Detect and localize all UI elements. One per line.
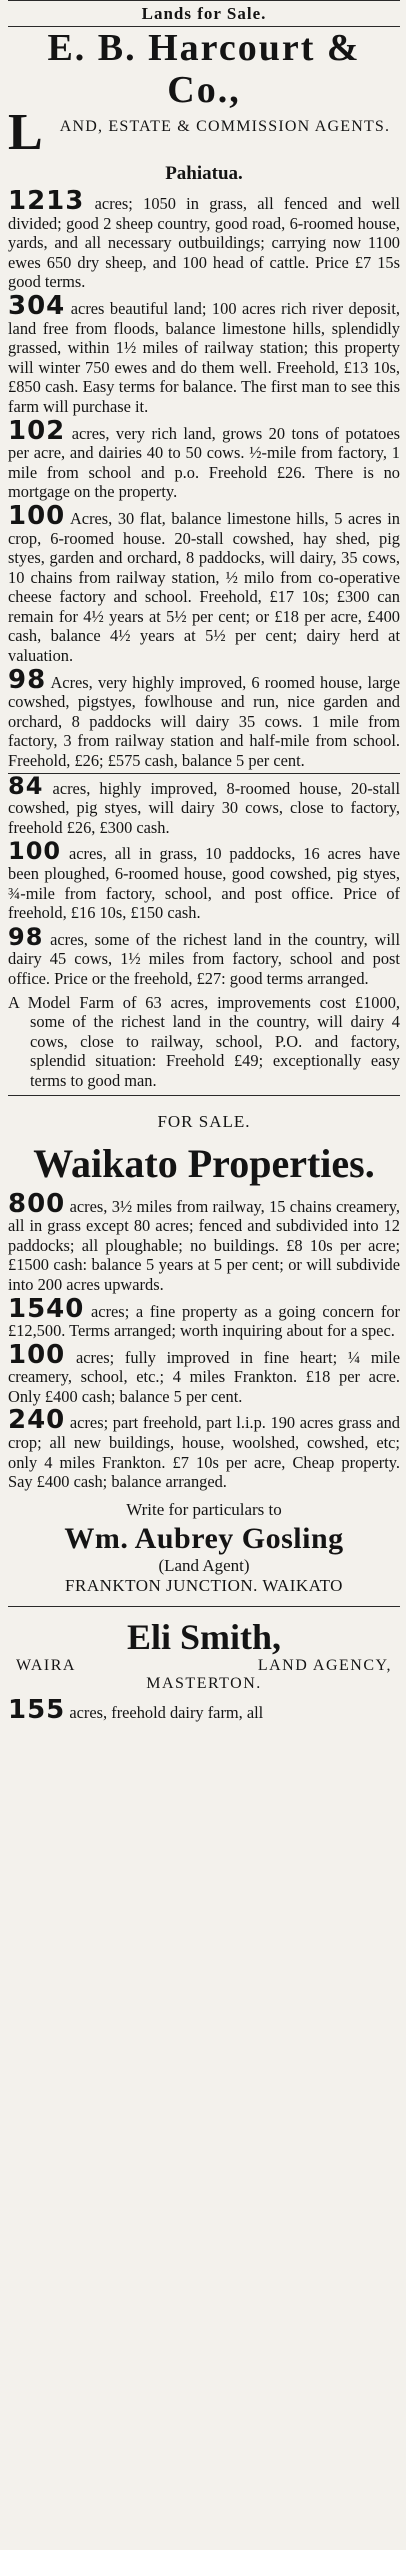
listing	[8, 664, 400, 773]
listing-text: acres, 3½ miles from railway, 15 chains creamery, all in grass except 80 acres; fenced and subdivided into 12 paddocks; all ploughable; no buildings. £8 10s per acre; £1500 cash: balance 5 years at 5 per cent; or will subdivide into 200 acres upwards.	[8, 1196, 400, 1294]
listing	[8, 922, 400, 991]
listing-text: acres, freehold dairy farm, all	[65, 1702, 264, 1722]
listing	[8, 415, 400, 504]
listing	[8, 771, 400, 840]
drop-cap: L	[8, 104, 43, 161]
listing	[8, 290, 400, 419]
for-sale-heading: FOR SALE.	[157, 1111, 251, 1131]
listing-text: acres; a fine property as a going concern for £12,500. Terms arranged; worth inquiring about for a spec.	[8, 1301, 400, 1341]
acreage: 102	[8, 415, 66, 446]
listing	[8, 1293, 400, 1343]
listing	[8, 1339, 400, 1409]
acreage: 304	[8, 290, 66, 321]
acreage: 1540	[8, 1293, 85, 1324]
listing-text: acres, very rich land, grows 20 tons of potatoes per acre, and dairies 40 to 50 cows. ½-mile from factory, 1 mile from school and p.o. Freehold £26. There is no mortgage on the property.	[8, 423, 400, 502]
agent-role: (Land Agent)	[158, 1555, 250, 1575]
agents-line: AND, ESTATE & COMMISSION AGENTS.	[59, 118, 391, 135]
listing-text: acres, some of the richest land in the country, will dairy 45 cows, 1½ miles from factory, school and post office. Price or the freehold, £27: good terms arranged.	[8, 929, 400, 988]
listing	[8, 500, 400, 668]
write-line: Write for particulars to	[126, 1499, 282, 1519]
eli-smith-heading: Eli Smith,	[126, 1616, 282, 1657]
listing	[8, 1697, 400, 1723]
listing-text: acres; part freehold, part l.i.p. 190 acres grass and crop; all new buildings, house, woolshed, cowshed, etc; only 4 miles Frankton. £7 10s per acre, Cheap property. Say £400 cash; balance arranged.	[8, 1413, 400, 1492]
firm-subtitle	[8, 104, 400, 161]
listing-text: Acres, very highly improved, 6 roomed house, large cowshed, pigstyes, fowlhouse and run, nice garden and orchard, 8 paddocks will dairy 35 cows. 1 mile from factory, 3 from railway station and half-mile from school. Freehold, £26; £575 cash, balance 5 per cent.	[8, 672, 400, 771]
acreage: 1213	[8, 186, 85, 216]
acreage: 98	[8, 664, 47, 695]
acreage: 84	[8, 771, 44, 800]
listing-text: acres beautiful land; 100 acres rich river deposit, land free from floods, balance limestone hills, splendidly grassed, within 1½ miles of railway station; this property will winter 750 ewes and do them well. Freehold, £13 10s, £850 cash. Easy terms for balance. The first man to see this farm will purchase it.	[8, 298, 400, 416]
acreage: 100	[8, 1339, 66, 1370]
acreage: 100	[8, 500, 66, 531]
agent-location: FRANKTON JUNCTION. WAIKATO	[65, 1575, 343, 1595]
acreage: 155	[8, 1696, 66, 1723]
acreage: 240	[8, 1405, 66, 1436]
listing	[8, 186, 400, 294]
acreage: 800	[8, 1188, 66, 1219]
agency-town: MASTERTON.	[146, 1674, 262, 1692]
listing	[8, 1405, 400, 1493]
acreage: 98	[8, 922, 44, 951]
firm-name: E. B. Harcourt & Co.,	[47, 27, 361, 111]
listing-text: acres, highly improved, 8-roomed house, 20-stall cowshed, pig styes, will dairy 30 cows, close to factory, freehold £26, £300 cash.	[8, 778, 400, 837]
model-farm-listing: A Model Farm of 63 acres, improvements cost £1000, some of the richest land in the country, will dairy 4 cows, close to railway, school, P.O. and factory, splendid situation: Freehold £49; exceptionally easy terms to good man.	[8, 992, 400, 1090]
place-heading: Pahiatua.	[165, 163, 243, 184]
waikato-title: Waikato Properties.	[33, 1140, 375, 1186]
listing-text: acres, all in grass, 10 paddocks, 16 acres have been ploughed, 6-roomed house, good cowshed, pig styes, ¾-mile from factory, school, and post office. Price of freehold, £16 10s, £150 cash.	[8, 844, 400, 923]
listing	[8, 1188, 400, 1297]
section-header: Lands for Sale.	[141, 4, 267, 23]
listing-text: acres; 1050 in grass, all fenced and well divided; good 2 sheep country, good road, 6-roomed house, yards, and all necessary outbuildings; carrying now 1100 ewes 650 dry sheep, and 100 head of cattle. Price £7 15s good terms.	[8, 194, 400, 292]
agency-left: WAIRA	[16, 1656, 76, 1674]
agent-name: Wm. Aubrey Gosling	[64, 1521, 344, 1555]
acreage: 100	[8, 837, 62, 866]
listing-text: Acres, 30 flat, balance limestone hills, 5 acres in crop, 6-roomed house. 20-stall cowshed, hay shed, pig styes, garden and orchard, 8 paddocks, will dairy, 35 cows, 10 chains from railway station, ½ milo from co-operative cheese factory and school. Freehold, £17 10s; £300 can remain for 4½ years at 5½ per cent; or £18 per acre, £400 cash, balance 4½ years at 5½ per cent; dairy herd at valuation.	[8, 508, 400, 666]
listing-text: acres; fully improved in fine heart; ¼ mile creamery, school, etc.; 4 miles Frankton. £18 per acre. Only £400 cash; balance 5 per cent.	[8, 1347, 400, 1406]
agency-line	[8, 1657, 400, 1675]
listing	[8, 839, 400, 924]
agency-right: LAND AGENCY,	[257, 1656, 392, 1674]
